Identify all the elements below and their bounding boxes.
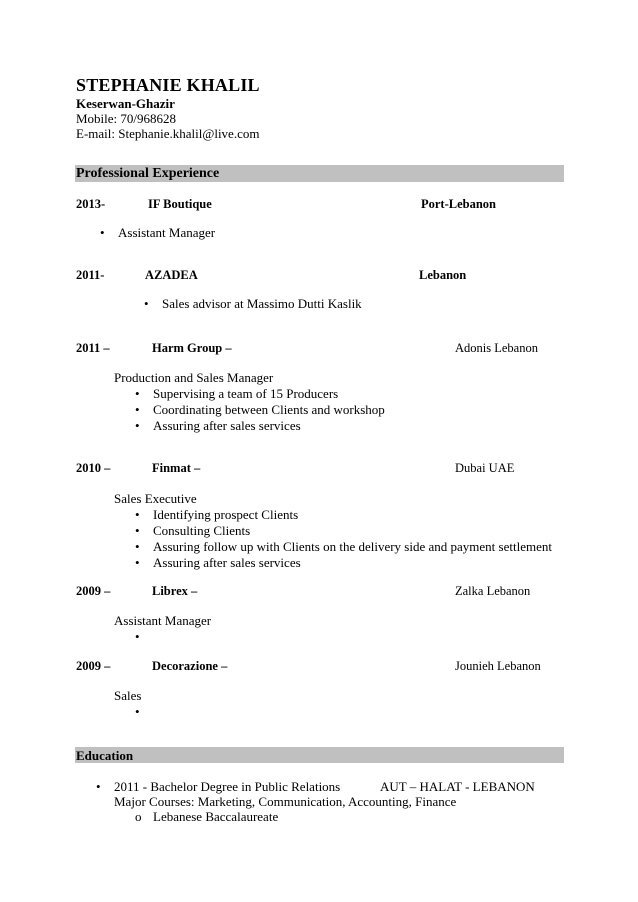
job-year: 2010 – — [76, 461, 111, 475]
job-location: Jounieh Lebanon — [455, 659, 541, 673]
job-bullet: • Assuring follow up with Clients on the delivery side and payment settlement — [153, 539, 552, 555]
job-role: Sales Executive — [114, 491, 197, 506]
location: Keserwan-Ghazir — [76, 96, 175, 111]
job-row-5 — [76, 584, 533, 599]
mobile: Mobile: 70/968628 — [76, 111, 177, 126]
job-company: Finmat – — [152, 461, 201, 475]
job-year: 2009 – — [76, 584, 111, 598]
job-company: Harm Group – — [152, 341, 232, 355]
job-year: 2009 – — [76, 659, 111, 673]
job-row-1 — [76, 197, 495, 212]
job-location: Dubai UAE — [455, 461, 515, 475]
education-section-title: Education — [76, 748, 134, 763]
education-degree: 2011 - Bachelor Degree in Public Relations — [114, 779, 341, 794]
education-sub: o Lebanese Baccalaureate — [153, 809, 278, 825]
job-row-3 — [76, 341, 541, 356]
job-role: Sales — [114, 688, 142, 703]
candidate-name: STEPHANIE KHALIL — [76, 75, 260, 95]
job-location: Port-Lebanon — [421, 197, 496, 211]
job-company: AZADEA — [145, 268, 198, 282]
job-location: Lebanon — [419, 268, 467, 282]
job-year: 2011- — [76, 268, 105, 282]
job-bullet: • Assistant Manager — [118, 225, 215, 241]
job-row-6 — [76, 659, 544, 674]
education-section-bar — [75, 747, 564, 763]
job-year: 2013- — [76, 197, 106, 211]
job-role: Assistant Manager — [114, 613, 212, 628]
job-company: Librex – — [152, 584, 198, 598]
job-bullet: • Supervising a team of 15 Producers — [153, 386, 338, 402]
education-item — [114, 779, 535, 795]
job-location: Adonis Lebanon — [455, 341, 538, 355]
job-year: 2011 – — [76, 341, 110, 355]
job-bullet: • Sales advisor at Massimo Dutti Kaslik — [162, 296, 362, 312]
job-company: Decorazione – — [152, 659, 228, 673]
job-bullet: • Consulting Clients — [153, 523, 250, 539]
job-row-4 — [76, 461, 515, 476]
job-bullet: • Assuring after sales services — [153, 555, 301, 571]
email: E-mail: Stephanie.khalil@live.com — [76, 126, 260, 141]
job-row-2 — [76, 268, 465, 283]
experience-section-title: Professional Experience — [76, 166, 220, 181]
job-bullet: • Identifying prospect Clients — [153, 507, 298, 523]
job-company: IF Boutique — [148, 197, 212, 211]
job-role: Production and Sales Manager — [114, 370, 274, 385]
job-bullet: • Coordinating between Clients and workshop — [153, 402, 385, 418]
education-school: AUT – HALAT - LEBANON — [380, 779, 535, 794]
job-location: Zalka Lebanon — [455, 584, 531, 598]
job-bullet: • Assuring after sales services — [153, 418, 301, 434]
education-courses: Major Courses: Marketing, Communication, Accounting, Finance — [114, 794, 457, 809]
